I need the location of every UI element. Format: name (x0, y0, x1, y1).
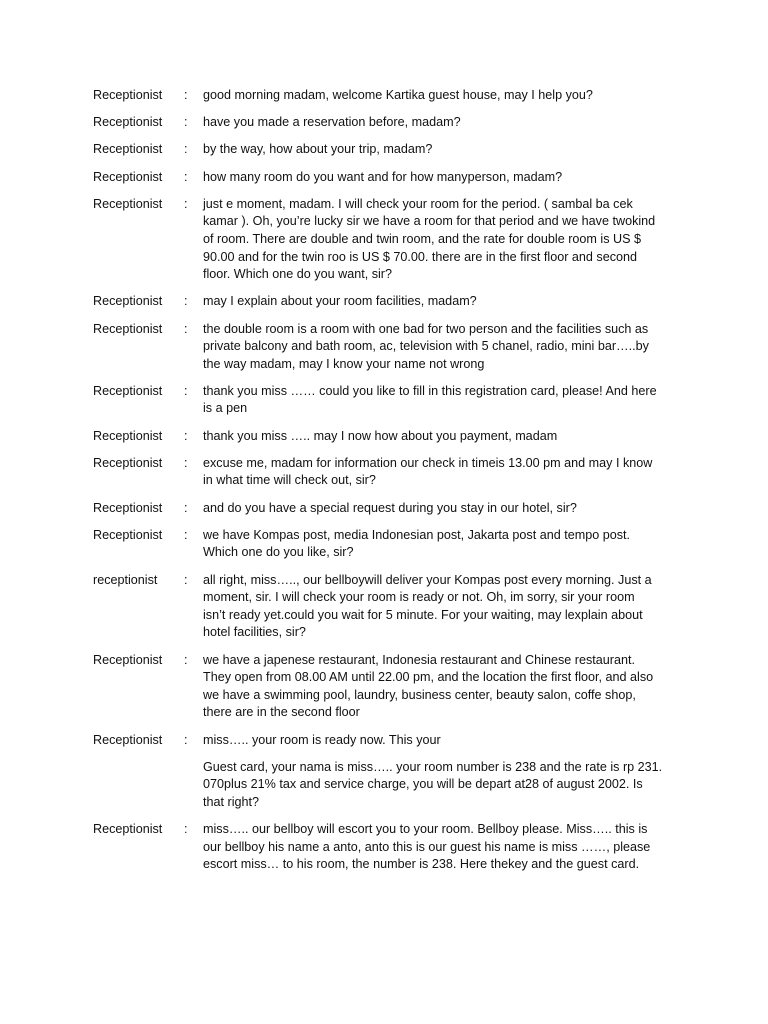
speaker-separator: : (184, 428, 188, 443)
speaker-label: Receptionist (93, 383, 163, 398)
utterance-text (203, 293, 679, 311)
utterance-line: that right? (203, 794, 260, 809)
utterance-text (203, 652, 679, 722)
speaker-label: Receptionist (93, 822, 163, 837)
utterance-text (203, 383, 679, 418)
utterance-line: thank you miss …… could you like to fill in this registration card, please! And here (203, 383, 657, 398)
speaker-separator: : (184, 652, 188, 667)
utterance-line: and do you have a special request during you stay in our hotel, sir? (203, 500, 577, 515)
utterance-text (203, 821, 679, 874)
utterance-text (203, 321, 679, 374)
utterance-line: how many room do you want and for how manyperson, madam? (203, 169, 563, 184)
dialogue-entry (93, 527, 683, 562)
dialogue-entry (93, 455, 683, 490)
utterance-line: by the way, how about your trip, madam? (203, 142, 433, 157)
dialogue-entry (93, 821, 683, 874)
speaker-label: Receptionist (93, 321, 163, 336)
utterance-line: of room. There are double and twin room, and the rate for double room is US $ (203, 231, 641, 246)
utterance-line: kamar ). Oh, you’re lucky sir we have a room for that period and we have twokind (203, 214, 656, 229)
utterance-line: thank you miss ….. may I now how about you payment, madam (203, 428, 558, 443)
dialogue-entry (93, 114, 683, 132)
utterance-line: is a pen (203, 401, 248, 416)
utterance-line: in what time will check out, sir? (203, 473, 376, 488)
dialogue-entry (93, 428, 683, 446)
speaker-label: Receptionist (93, 169, 163, 184)
utterance-line: miss….. our bellboy will escort you to your room. Bellboy please. Miss….. this is (203, 822, 648, 837)
utterance-text (203, 527, 679, 562)
dialogue-entry (93, 572, 683, 642)
utterance-text (203, 196, 679, 284)
dialogue-entry (93, 293, 683, 311)
dialogue-entry (93, 652, 683, 722)
speaker-separator: : (184, 142, 188, 157)
utterance-text (203, 87, 679, 105)
dialogue-entry (93, 87, 683, 105)
speaker-label: Receptionist (93, 196, 163, 211)
speaker-label: Receptionist (93, 652, 163, 667)
utterance-text (203, 732, 679, 750)
speaker-separator: : (184, 383, 188, 398)
speaker-label: Receptionist (93, 88, 163, 102)
utterance-line: our bellboy his name a anto, anto this is our guest his name is miss ……, please (203, 839, 651, 854)
utterance-line: just e moment, madam. I will check your room for the period. ( sambal ba cek (203, 196, 633, 211)
speaker-label: Receptionist (93, 527, 163, 542)
utterance-line: may I explain about your room facilities, madam? (203, 294, 477, 309)
speaker-separator: : (184, 527, 188, 542)
utterance-text (203, 500, 679, 518)
utterance-line: have you made a reservation before, madam? (203, 115, 461, 130)
utterance-text (203, 455, 679, 490)
utterance-line: we have a japenese restaurant, Indonesia restaurant and Chinese restaurant. (203, 652, 635, 667)
utterance-line: miss….. your room is ready now. This your (203, 732, 441, 747)
utterance-line: the way madam, may I know your name not wrong (203, 356, 485, 371)
utterance-line: hotel facilities, sir? (203, 625, 306, 640)
utterance-line: They open from 08.00 AM until 22.00 pm, and the location the first floor, and also (203, 670, 654, 685)
utterance-line: Guest card, your nama is miss….. your room number is 238 and the rate is rp 231. (203, 759, 663, 774)
speaker-label: Receptionist (93, 455, 163, 470)
utterance-text (203, 169, 679, 187)
utterance-text (203, 141, 679, 159)
speaker-separator: : (184, 88, 188, 102)
speaker-label: Receptionist (93, 294, 163, 309)
dialogue-transcript (93, 87, 683, 883)
speaker-separator: : (184, 732, 188, 747)
dialogue-entry (93, 383, 683, 418)
utterance-text (203, 428, 679, 446)
speaker-label: Receptionist (93, 142, 163, 157)
speaker-separator: : (184, 169, 188, 184)
utterance-line: there are in the second floor (203, 705, 360, 720)
utterance-line: floor. Which one do you want, sir? (203, 267, 393, 282)
speaker-label: Receptionist (93, 500, 163, 515)
utterance-line: the double room is a room with one bad for two person and the facilities such as (203, 321, 649, 336)
speaker-separator: : (184, 822, 188, 837)
speaker-separator: : (184, 115, 188, 130)
speaker-separator: : (184, 572, 188, 587)
speaker-separator: : (184, 294, 188, 309)
utterance-text (203, 572, 679, 642)
utterance-line: good morning madam, welcome Kartika guest house, may I help you? (203, 88, 593, 102)
speaker-label: Receptionist (93, 428, 163, 443)
utterance-text (203, 114, 679, 132)
speaker-separator: : (184, 196, 188, 211)
utterance-line: escort miss… to his room, the number is 238. Here thekey and the guest card. (203, 857, 640, 872)
utterance-line: 070plus 21% tax and service charge, you will be depart at28 of august 2002. Is (203, 777, 643, 792)
utterance-text (203, 759, 679, 812)
dialogue-entry (93, 169, 683, 187)
utterance-line: excuse me, madam for information our check in timeis 13.00 pm and may I know (203, 455, 653, 470)
speaker-separator: : (184, 455, 188, 470)
dialogue-entry (93, 732, 683, 750)
utterance-line: private balcony and bath room, ac, television with 5 chanel, radio, mini bar…..by (203, 339, 649, 354)
dialogue-entry (93, 500, 683, 518)
utterance-line: we have Kompas post, media Indonesian post, Jakarta post and tempo post. (203, 527, 631, 542)
utterance-line: Which one do you like, sir? (203, 545, 354, 560)
utterance-line: all right, miss….., our bellboywill deliver your Kompas post every morning. Just a (203, 572, 652, 587)
speaker-label: Receptionist (93, 115, 163, 130)
utterance-line: 90.00 and for the twin roo is US $ 70.00. there are in the first floor and second (203, 249, 638, 264)
utterance-line: isn’t ready yet.could you wait for 5 minute. For your waiting, may lexplain about (203, 607, 643, 622)
dialogue-entry (93, 141, 683, 159)
speaker-label: Receptionist (93, 732, 163, 747)
utterance-line: we have a swimming pool, laundry, business center, beauty salon, coffe shop, (203, 687, 636, 702)
speaker-separator: : (184, 321, 188, 336)
dialogue-entry (93, 196, 683, 284)
dialogue-entry (93, 321, 683, 374)
speaker-separator: : (184, 500, 188, 515)
speaker-label: receptionist (93, 572, 158, 587)
dialogue-entry (93, 759, 683, 812)
utterance-line: moment, sir. I will check your room is ready or not. Oh, im sorry, sir your room (203, 590, 635, 605)
